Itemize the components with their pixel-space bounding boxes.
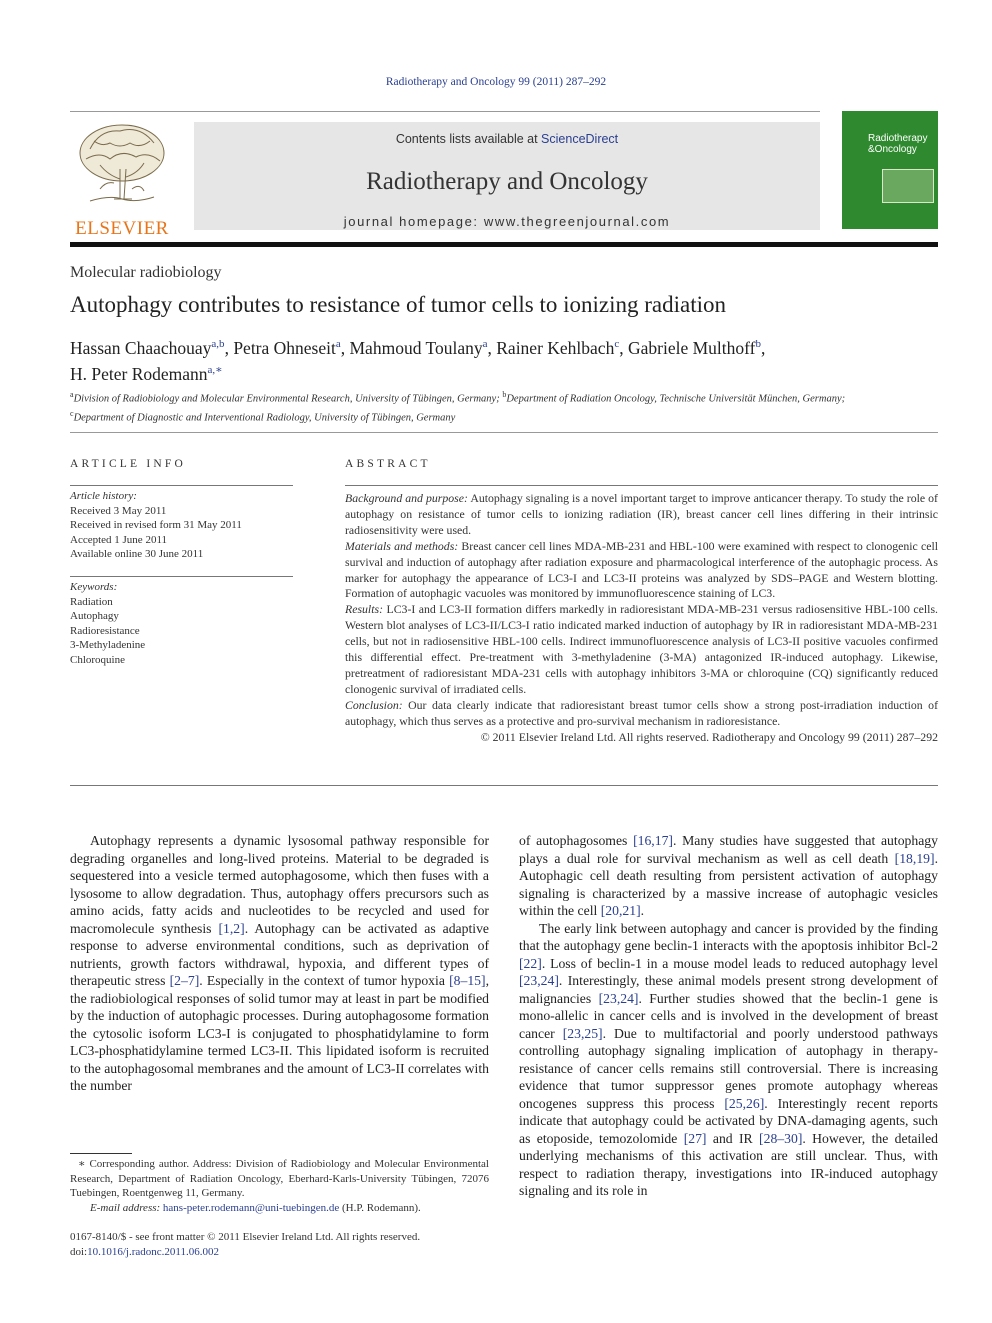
- abstract-mm-label: Materials and methods:: [345, 538, 459, 553]
- author-affiliation-marker[interactable]: a: [335, 338, 341, 350]
- reference-link[interactable]: [23,25]: [562, 1025, 603, 1041]
- article-info-rule-mid: [70, 576, 293, 577]
- reference-link[interactable]: [18,19]: [894, 850, 935, 866]
- body-paragraph: [70, 832, 489, 1095]
- article-history-label: Article history:: [70, 490, 137, 502]
- author-name[interactable]: Rainer Kehlbach: [496, 337, 615, 358]
- body-paragraph: [519, 920, 938, 1200]
- reference-link[interactable]: [28–30]: [759, 1130, 803, 1146]
- doi-link[interactable]: 10.1016/j.radonc.2011.06.002: [87, 1245, 220, 1258]
- body-right-column: [519, 832, 938, 1200]
- affil-a-marker: a: [70, 390, 74, 399]
- article-info-heading: ARTICLE INFO: [70, 458, 186, 470]
- author-affiliation-marker[interactable]: a,∗: [207, 363, 223, 376]
- cover-title-line1: Radiotherapy: [868, 133, 928, 144]
- history-online: Available online 30 June 2011: [70, 548, 204, 560]
- affil-c-marker: c: [70, 409, 74, 418]
- article-title: Autophagy contributes to resistance of tumor cells to ionizing radiation: [70, 292, 726, 317]
- body-text: . Interestingly recent reports indicate that autophagy could be activated by DNA-damaging agents, such as etoposide, temozolomide: [519, 1095, 938, 1146]
- author-affiliation-marker[interactable]: a,b: [211, 338, 225, 350]
- reference-link[interactable]: [23,24]: [519, 973, 559, 988]
- header-rule: [70, 432, 938, 433]
- body-text: . Loss of beclin-1 in a mouse model leads to reduced autophagy level: [541, 955, 938, 971]
- corresponding-address: ∗ Corresponding author. Address: Division of Radiobiology and Molecular Environmental Research, Department of Radiation Oncology, Eberhard-Karls-University Tübingen, 72076 Tuebingen, Roentgenweg 11, Germany.: [70, 1158, 489, 1199]
- author-name[interactable]: Petra Ohneseit: [233, 337, 336, 358]
- author-separator: ,: [340, 337, 350, 358]
- abstract-con-text: Our data clearly indicate that radioresistant breast tumor cells show a strong post-irradiation induction of autophagy, which thus serves as a protective and pro-survival mechanism in radioresistance.: [345, 697, 938, 728]
- masthead-center-box: [194, 122, 820, 230]
- author-separator: ,: [487, 337, 497, 358]
- elsevier-logo[interactable]: [70, 119, 174, 239]
- contents-prefix: Contents lists available at: [395, 132, 542, 146]
- body-text: . Further studies showed that the beclin-1 gene is mono-allelic in cancer cells and is involved in the development of breast cancer: [519, 990, 938, 1041]
- abstract-res-label: Results:: [345, 602, 384, 617]
- reference-link[interactable]: [27]: [683, 1130, 707, 1146]
- body-text: . Especially in the context of tumor hypoxia: [199, 973, 450, 988]
- masthead-top-rule: [70, 111, 820, 112]
- abstract-results: [345, 602, 938, 697]
- footnote-rule: [70, 1153, 132, 1154]
- reference-link[interactable]: [22]: [519, 955, 542, 971]
- article-info-rule-top: [70, 485, 293, 486]
- abstract-copyright: © 2011 Elsevier Ireland Ltd. All rights reserved. Radiotherapy and Oncology 99 (2011) 287–292: [480, 729, 938, 744]
- abstract-bg-text: Autophagy signaling is a novel important target to improve anticancer therapy. To study the role of autophagy on resistance of tumor cells to ionizing radiation (IR), breast cancer cell lines differing in their intrinsic radiosensitivity were used.: [345, 491, 938, 537]
- abstract-bg-label: Background and purpose:: [345, 491, 468, 505]
- affil-c: Department of Diagnostic and Interventional Radiology, University of Tübingen, Germany: [73, 412, 456, 424]
- body-text: . Due to multifactorial and poorly understood pathways controlling autophagy signaling implication of autophagy in therapy-resistance of cancer cells remains still controversial. There is increasing evidence that tumor suppressor genes promote autophagy whereas oncogenes suppress this process: [519, 1025, 938, 1111]
- author-name[interactable]: Mahmoud Toulany: [349, 337, 483, 358]
- body-text: . However, the detailed underlying mechanisms of this activation are still unclear. Thus, with respect to radiation therapy, investigations into IR-induced autophagy signaling and its role in: [519, 1130, 938, 1198]
- body-text: and IR: [706, 1130, 760, 1146]
- cover-title: [868, 133, 927, 155]
- history-accepted: Accepted 1 June 2011: [70, 533, 168, 546]
- author-name[interactable]: Gabriele Multhoff: [627, 337, 756, 358]
- affiliations: [70, 388, 938, 426]
- elsevier-wordmark: ELSEVIER: [75, 218, 169, 239]
- author-name[interactable]: H. Peter Rodemann: [70, 363, 208, 384]
- cover-image: [882, 169, 934, 203]
- body-text: . Autophagic cell death resulting from persistent activation of autophagy signaling is characterized by a massive increase of autophagic vesicles within the cell: [519, 850, 938, 918]
- body-text: The early link between autophagy and cancer is provided by the finding that the autophagy gene beclin-1 interacts with the apoptosis inhibitor Bcl-2: [519, 920, 938, 953]
- masthead: [70, 111, 938, 239]
- body-text: of autophagosomes: [519, 833, 634, 848]
- keywords-label: Keywords:: [70, 581, 118, 593]
- email-link[interactable]: hans-peter.rodemann@uni-tuebingen.de: [162, 1201, 340, 1214]
- author-separator: ,: [760, 337, 766, 358]
- author-affiliation-marker[interactable]: c: [614, 338, 620, 350]
- cover-title-line2: &Oncology: [868, 144, 917, 155]
- reference-link[interactable]: [1,2]: [218, 920, 245, 936]
- reference-link[interactable]: [23,24]: [598, 990, 639, 1006]
- abstract-methods: [345, 539, 938, 603]
- section-label: Molecular radiobiology: [70, 264, 222, 281]
- body-text: , the radiobiological responses of solid tumor may at least in part be modified by the induction of autophagic processes. During autophagosome formation the cytosolic isoform LC3-I is conjugated to phosphatidylamine to form LC3-phosphatidylamine termed LC3-II. This lipidated isoform is recruited to the autophagosomal membranes and the amount of LC3-II correlates with the number: [70, 973, 490, 1093]
- body-left-column: [70, 832, 489, 1095]
- abstract-conclusion: [345, 698, 938, 730]
- contents-line: [194, 132, 820, 146]
- masthead-thick-rule: [70, 242, 938, 247]
- author-separator: ,: [224, 337, 234, 358]
- reference-link[interactable]: [16,17]: [633, 833, 673, 848]
- abstract-heading: ABSTRACT: [345, 458, 431, 470]
- history-revised: Received in revised form 31 May 2011: [70, 519, 242, 531]
- elsevier-tree-icon: [70, 119, 174, 211]
- issn-doi-block: [70, 1230, 489, 1259]
- reference-link[interactable]: [2–7]: [169, 973, 200, 988]
- keywords: [70, 580, 293, 667]
- abstract-con-label: Conclusion:: [345, 697, 403, 712]
- author-affiliation-marker[interactable]: b: [755, 338, 761, 350]
- article-history: [70, 489, 293, 562]
- abstract-mm-text: Breast cancer cell lines MDA-MB-231 and HBL-100 were examined with respect to clonogenic cell survival and induction of autophagy after radiation exposure and pharmacological interference of the autophagic process. As marker for autophagy the appearance of LC3-I and LC3-II proteins was analyzed by SDS–PAGE and Western blotting. Formation of autophagic vacuoles was monitored by immunofluorescence staining of LC3.: [345, 538, 939, 601]
- author-affiliation-marker[interactable]: a: [482, 338, 488, 350]
- abstract-res-text: LC3-I and LC3-II formation differs markedly in radioresistant MDA-MB-231 versus radiosensitive HBL-100 cells. Western blot analyses of LC3-II/LC3-I ratio indicated marked induction of autophagy by IR in radioresistant MDA-MB-231 cells, but not in radiosensitive HBL-100 cells. Indirect immunofluorescence analysis of LC3-II positive vacuoles confirmed this differential effect. Pre-treatment with 3-methyladenine (3-MA) antagonized IR-induced autophagy. Likewise, pretreatment of radioresistant MDA-231 cells with autophagy inhibitors 3-MA or chloroquine (CQ) significantly reduced clonogenic survival of irradiated cells.: [345, 602, 938, 696]
- body-text: . Autophagy can be activated as adaptive response to adverse environmental conditions, such as deprivation of nutrients, growth factors withdrawal, hypoxia, and different types of therapeutic stress: [70, 920, 489, 988]
- body-text: Autophagy represents a dynamic lysosomal pathway responsible for degrading organelles and long-lived proteins. Material to be degraded is sequestered into a vesicle termed autophagosome, which then fuses with a lysosome to allow degradation. Thus, autophagy offers precursors such as amino acids, fatty acids and nucleotides to be recycled and used for macromolecule synthesis: [70, 833, 489, 936]
- body-text: . Interestingly, these animal models present strong development of malignancies: [519, 973, 938, 1006]
- affil-b: Department of Radiation Oncology, Technische Universität München, Germany;: [506, 393, 846, 405]
- body-text: .: [640, 903, 645, 918]
- journal-homepage[interactable]: journal homepage: www.thegreenjournal.com: [343, 214, 671, 229]
- issn-line: 0167-8140/$ - see front matter © 2011 Elsevier Ireland Ltd. All rights reserved.: [70, 1231, 421, 1243]
- abstract-background: [345, 491, 938, 539]
- keyword: Chloroquine: [70, 653, 125, 666]
- abstract-rule-bottom: [70, 785, 938, 786]
- affil-a: Division of Radiobiology and Molecular Environmental Research, University of Tübingen, Germany;: [73, 393, 500, 405]
- sciencedirect-link[interactable]: ScienceDirect: [541, 132, 619, 146]
- affil-b-marker: b: [502, 390, 507, 399]
- keyword: Radiation: [70, 595, 113, 608]
- email-label: E-mail address:: [90, 1201, 161, 1214]
- keyword: Radioresistance: [70, 624, 140, 637]
- author-separator: ,: [619, 337, 628, 358]
- doi-line: [70, 1245, 489, 1260]
- body-text: . Many studies have suggested that autophagy plays a dual role for survival mechanism as well as cell death: [519, 833, 938, 866]
- journal-citation[interactable]: Radiotherapy and Oncology 99 (2011) 287–292: [385, 76, 607, 88]
- corresponding-author-footnote: [70, 1157, 489, 1215]
- author-list: [70, 333, 940, 385]
- history-received: Received 3 May 2011: [70, 504, 167, 517]
- journal-name: Radiotherapy and Oncology: [366, 168, 648, 195]
- doi-label: doi:: [70, 1245, 88, 1258]
- abstract-body: [345, 491, 938, 746]
- keyword: Autophagy: [70, 610, 119, 622]
- keyword: 3-Methyladenine: [70, 639, 146, 651]
- email-suffix: (H.P. Rodemann).: [339, 1201, 421, 1214]
- abstract-rule-top: [345, 485, 938, 486]
- body-paragraph: [519, 832, 938, 920]
- email-line: [70, 1201, 489, 1216]
- journal-cover-thumbnail[interactable]: [842, 111, 938, 229]
- reference-link[interactable]: [25,26]: [724, 1095, 765, 1111]
- author-name[interactable]: Hassan Chaachouay: [70, 337, 212, 358]
- reference-link[interactable]: [8–15]: [449, 973, 486, 988]
- reference-link[interactable]: [20,21]: [600, 903, 641, 918]
